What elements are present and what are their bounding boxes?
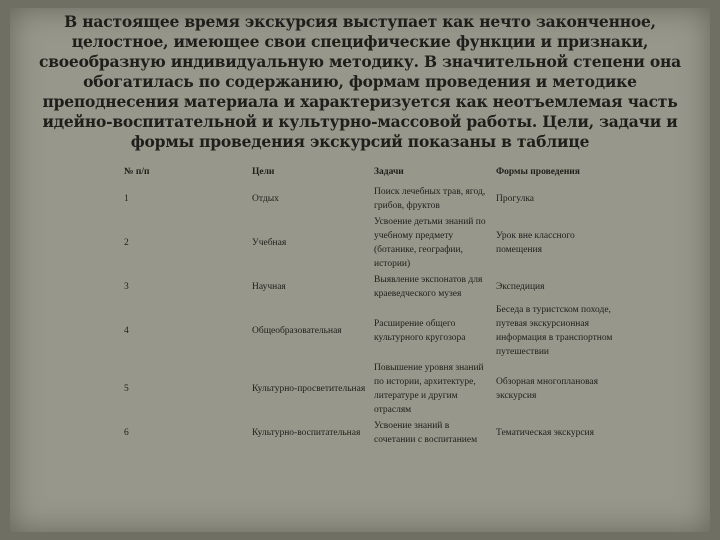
row-form: Обзорная многоплановая экскурсия [496, 377, 599, 401]
header-goals: Цели [252, 167, 275, 177]
row-number: 2 [124, 238, 129, 248]
row-number: 6 [124, 428, 129, 438]
row-form: Тематическая экскурсия [496, 428, 595, 438]
row-task: Усвоение знаний в сочетании с воспитанием [374, 421, 478, 445]
slide-heading: В настоящее время экскурсия выступает как нечто законченное, целостное, имеющее свои специфические функции и признаки, своеобразную индивидуальную методику. В значительной степени она обогатилась по содержанию, формам проведения и методике преподнесения материала и характеризуется как неотъемлемая часть идейно-воспитательной и культурно-массовой работы. Цели, задачи и формы проведения экскурсий показаны в таблице [38, 12, 682, 151]
row-form: Экспедиция [496, 282, 545, 292]
row-form: Урок вне классного помещения [496, 231, 575, 255]
row-number: 5 [124, 384, 129, 394]
table-row [112, 184, 618, 214]
row-goal: Общеобразовательная [252, 326, 342, 336]
row-task: Расширение общего культурного кругозора [374, 319, 466, 343]
table-row [112, 272, 618, 302]
row-form: Беседа в туристском походе, путевая экскурсионная информация в транспортном путешествии [496, 305, 613, 357]
row-goal: Культурно-просветительная [252, 384, 366, 394]
header-number: № п/п [124, 167, 150, 177]
row-task: Усвоение детьми знаний по учебному предмету (ботанике, географии, истории) [374, 217, 486, 269]
row-task: Выявление экспонатов для краеведческого музея [374, 275, 483, 299]
row-form: Прогулка [496, 194, 535, 204]
header-forms: Формы проведения [496, 167, 580, 177]
row-number: 4 [124, 326, 129, 336]
table-row [112, 214, 618, 272]
row-task: Поиск лечебных трав, ягод, грибов, фруктов [374, 187, 486, 211]
row-goal: Научная [252, 282, 286, 292]
table-row [112, 418, 618, 448]
row-number: 1 [124, 194, 129, 204]
row-goal: Культурно-воспитательная [252, 428, 361, 438]
table-header-row [112, 160, 618, 184]
table-row [112, 302, 618, 360]
row-task: Повышение уровня знаний по истории, архитектуре, литературе и другим отраслям [374, 363, 484, 415]
row-goal: Учебная [252, 238, 287, 248]
header-tasks: Задачи [374, 167, 404, 177]
excursion-table [112, 160, 618, 448]
table-row [112, 360, 618, 418]
row-goal: Отдых [252, 194, 279, 204]
row-number: 3 [124, 282, 129, 292]
